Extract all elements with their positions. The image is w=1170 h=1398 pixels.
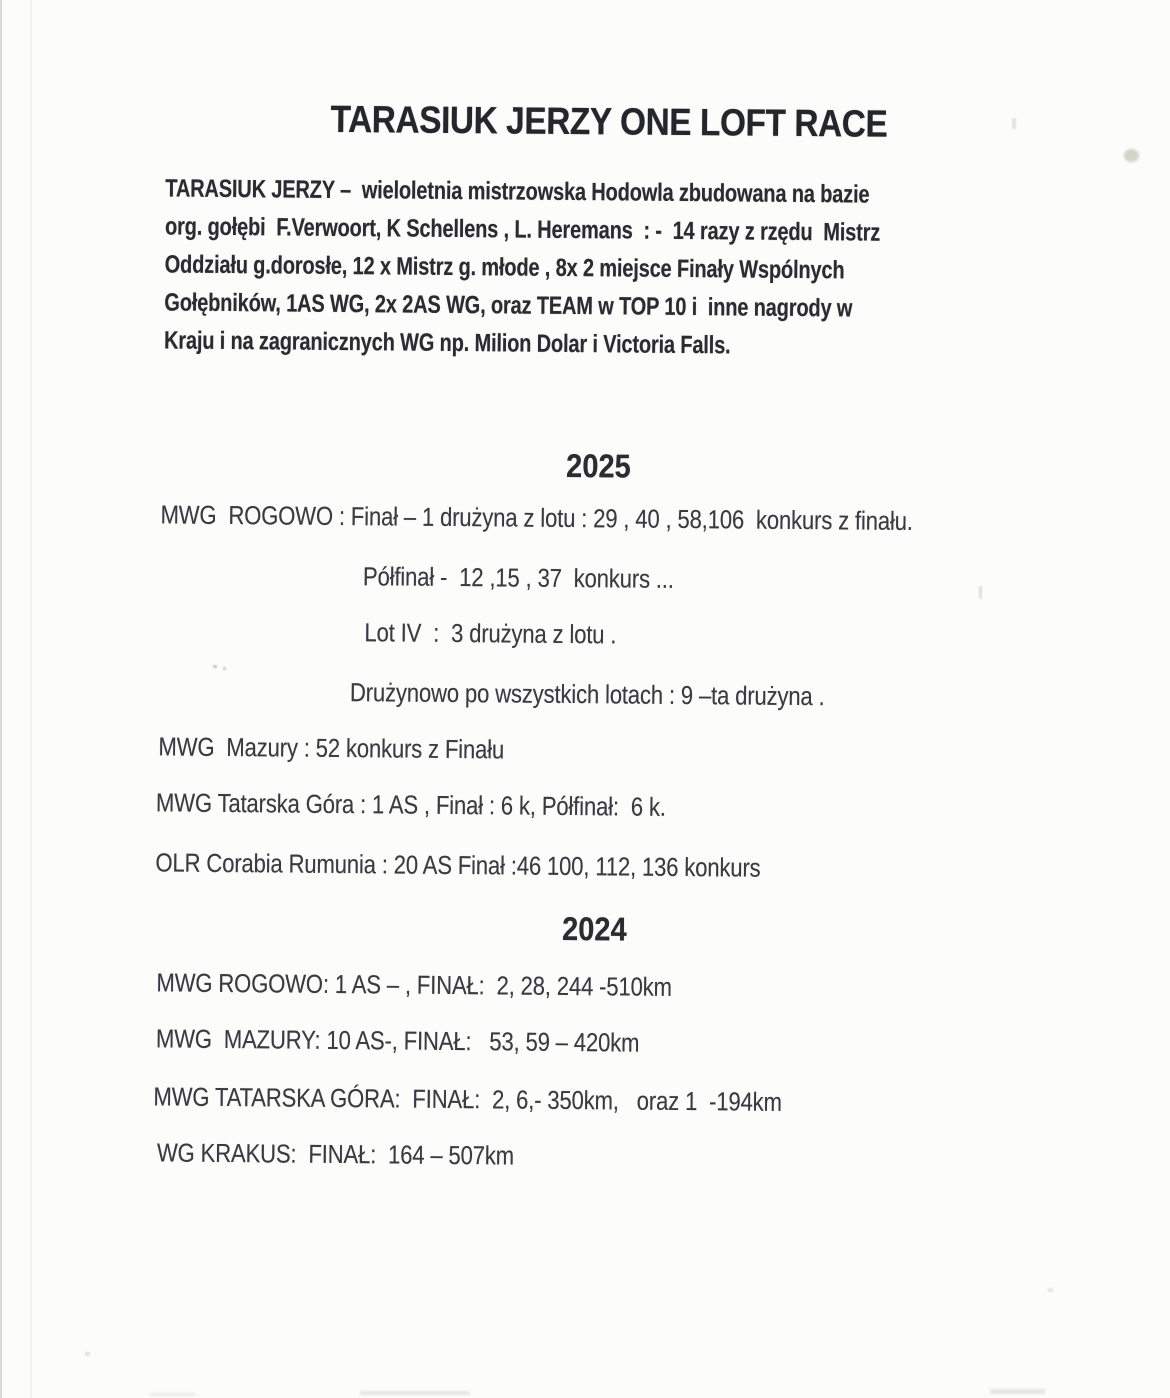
result-2024-wg-krakus: WG KRAKUS: FINAŁ: 164 – 507km <box>156 1137 515 1171</box>
result-2025-druzynowo: Drużynowo po wszystkich lotach : 9 –ta drużyna . <box>349 677 825 712</box>
intro-line-2: org. gołębi F.Verwoort, K Schellens , L. Heremans : - 14 razy z rzędu Mistrz <box>164 212 881 247</box>
intro-line-4: Gołębników, 1AS WG, 2x 2AS WG, oraz TEAM w TOP 10 i inne nagrody w <box>164 288 853 323</box>
intro-line-1: TARASIUK JERZY – wieloletnia mistrzowska Hodowla zbudowana na bazie <box>165 174 870 209</box>
year-heading-2025: 2025 <box>565 446 631 485</box>
intro-line-3: Oddziału g.dorosłe, 12 x Mistrz g. młode , 8x 2 miejsce Finały Wspólnych <box>164 250 845 285</box>
result-2024-rogowo: MWG ROGOWO: 1 AS – , FINAŁ: 2, 28, 244 -510km <box>156 967 672 1002</box>
result-2025-mazury: MWG Mazury : 52 konkurs z Finału <box>158 731 505 765</box>
result-2025-lot-iv: Lot IV : 3 drużyna z lotu . <box>364 617 617 650</box>
result-2025-tatarska-gora: MWG Tatarska Góra : 1 AS , Finał : 6 k, Półfinał: 6 k. <box>155 787 666 822</box>
result-2025-polfinal: Półfinał - 12 ,15 , 37 konkurs ... <box>362 561 674 594</box>
result-2024-tatarska-gora: MWG TATARSKA GÓRA: FINAŁ: 2, 6,- 350km, oraz 1 -194km <box>153 1081 782 1117</box>
intro-line-5: Kraju i na zagranicznych WG np. Milion Dolar i Victoria Falls. <box>163 326 731 360</box>
result-2025-rogowo: MWG ROGOWO : Finał – 1 drużyna z lotu : 29 , 40 , 58,106 konkurs z finału. <box>160 499 913 536</box>
document-title: TARASIUK JERZY ONE LOFT RACE <box>330 98 888 146</box>
result-2024-mazury: MWG MAZURY: 10 AS-, FINAŁ: 53, 59 – 420km <box>155 1023 640 1058</box>
result-2025-olr-corabia: OLR Corabia Rumunia : 20 AS Finał :46 100, 112, 136 konkurs <box>155 847 761 883</box>
year-heading-2024: 2024 <box>561 909 627 948</box>
